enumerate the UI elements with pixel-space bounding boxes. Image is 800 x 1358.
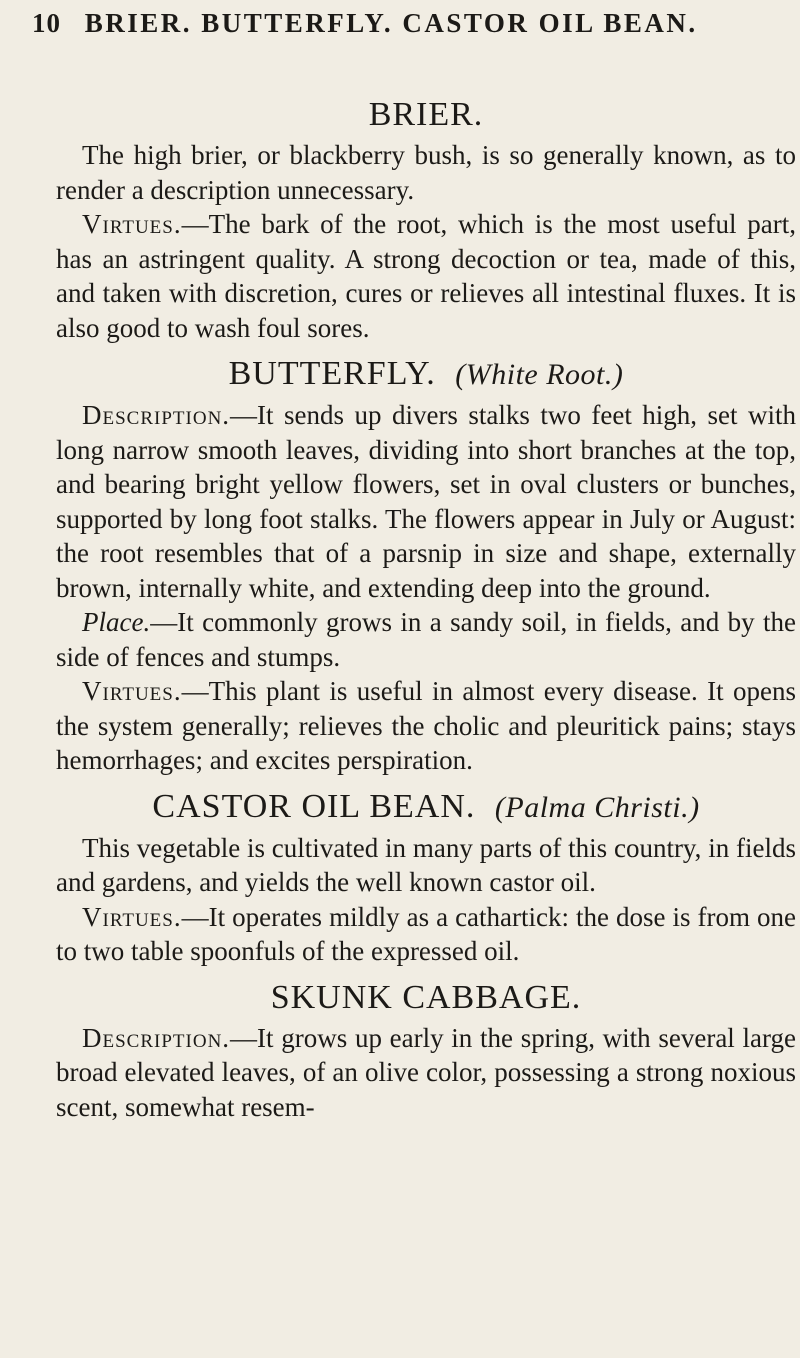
castor-heading-line [56, 784, 796, 831]
running-head [32, 8, 792, 39]
brier-virtues [56, 207, 796, 345]
section-castor-oil-bean [56, 784, 796, 969]
butterfly-description-text: —It sends up divers stalks two feet high, set with long narrow smooth leaves, dividing into short branches at the top, and bearing bright yellow flowers, set in oval clusters or bunches, supported by long foot stalks. The flowers appear in July or August: the root resembles that of a parsnip in size and shape, externally brown, internally white, and extending deep into the ground. [56, 400, 796, 603]
skunk-heading: SKUNK CABBAGE. [270, 978, 582, 1016]
butterfly-description-label: Description. [82, 400, 231, 430]
brier-intro: The high brier, or blackberry bush, is so generally known, as to render a description unnecessary. [56, 140, 796, 205]
section-butterfly [56, 351, 796, 778]
butterfly-virtues-text: —This plant is useful in almost every disease. It opens the system generally; relieves the cholic and pleuritick pains; stays hemorrhages; and excites perspiration. [56, 676, 796, 775]
butterfly-virtues-label: Virtues. [82, 676, 182, 706]
section-skunk-cabbage [56, 975, 796, 1125]
skunk-description-label: Description. [82, 1022, 231, 1053]
butterfly-description [56, 398, 796, 605]
castor-virtues-label: Virtues. [82, 901, 182, 932]
castor-intro: This vegetable is cultivated in many parts of this country, in fields and gardens, and yields the well known castor oil. [56, 832, 796, 897]
castor-virtues [56, 900, 796, 969]
text-column [56, 92, 796, 1124]
butterfly-place-label: Place. [82, 607, 151, 637]
skunk-description [56, 1021, 796, 1125]
castor-heading: CASTOR OIL BEAN. [152, 787, 476, 825]
castor-subheading: (Palma Christi.) [494, 790, 700, 824]
butterfly-heading-line [56, 351, 796, 398]
castor-virtues-text: —It operates mildly as a cathartick: the dose is from one to two table spoonfuls of the expressed oil. [56, 901, 796, 966]
butterfly-heading: BUTTERFLY. [228, 355, 436, 392]
page-number: 10 [32, 8, 61, 38]
section-brier [56, 92, 796, 345]
butterfly-place-text: —It commonly grows in a sandy soil, in fields, and by the side of fences and stumps. [56, 607, 796, 672]
skunk-description-text: —It grows up early in the spring, with several large broad elevated leaves, of an olive color, possessing a strong noxious scent, somewhat resem- [56, 1022, 796, 1122]
brier-heading: BRIER. [368, 96, 484, 133]
butterfly-virtues [56, 674, 796, 778]
running-head-title: BRIER. BUTTERFLY. CASTOR OIL BEAN. [84, 8, 698, 38]
brier-virtues-text: —The bark of the root, which is the most useful part, has an astringent quality. A strong decoction or tea, made of this, and taken with discretion, cures or relieves all intestinal fluxes. It is also good to wash foul sores. [56, 209, 796, 343]
brier-virtues-label: Virtues. [82, 209, 182, 239]
butterfly-place [56, 605, 796, 674]
butterfly-subheading: (White Root.) [455, 358, 624, 391]
